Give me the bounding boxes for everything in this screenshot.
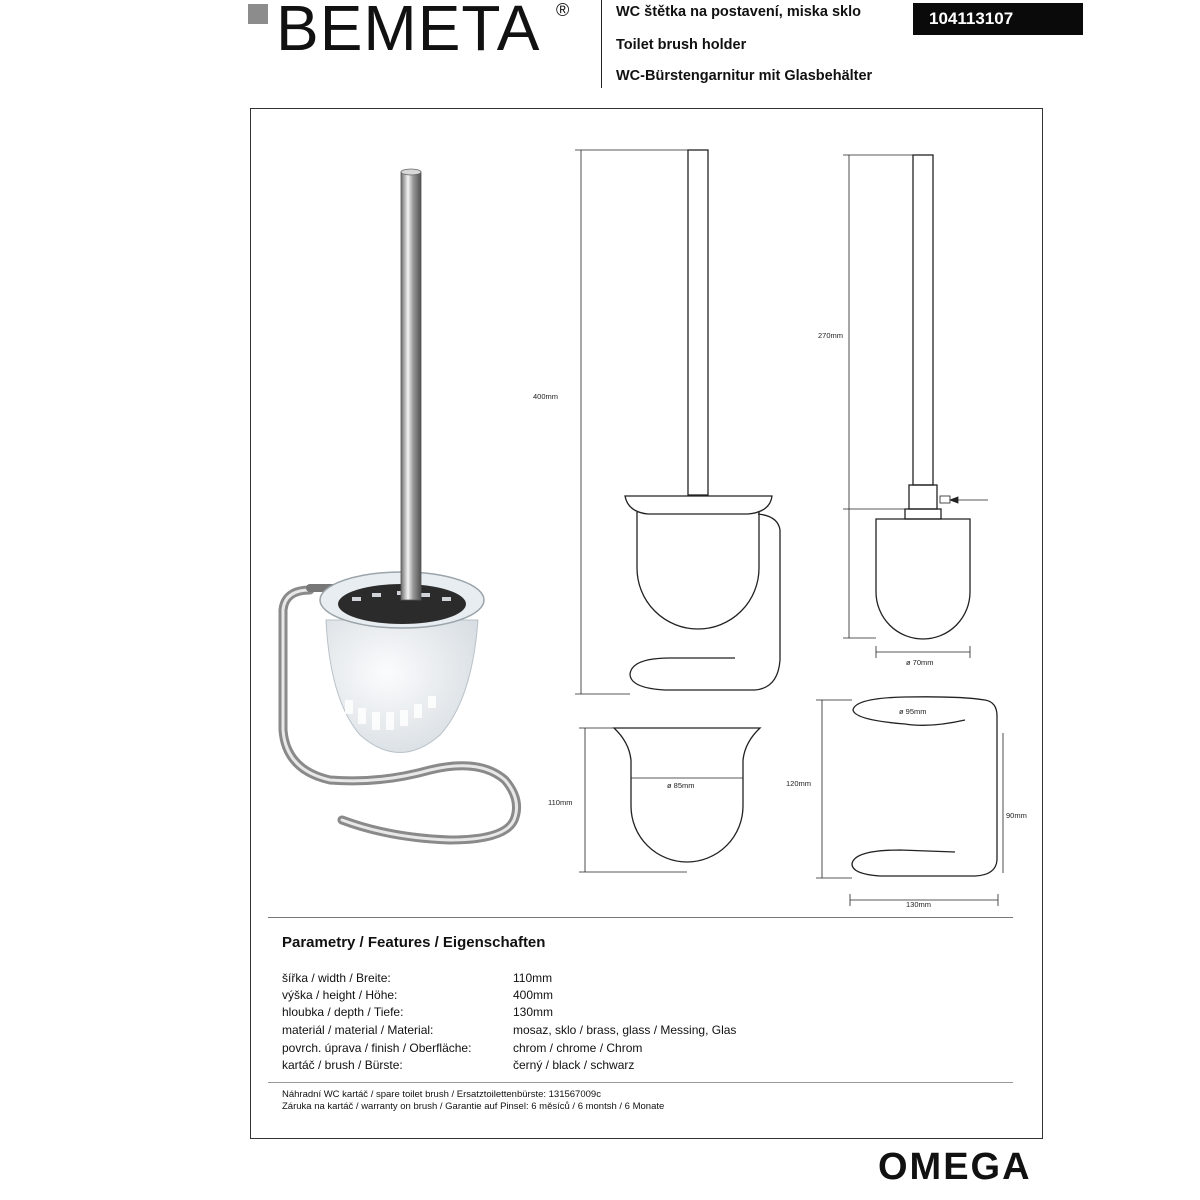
warranty-note: Záruka na kartáč / warranty on brush / Garantie auf Pinsel: 6 měsíců / 6 montsh / 6 Monate xyxy=(282,1101,665,1112)
dim-stand-height: 120mm xyxy=(786,779,812,788)
param-value-depth: 130mm xyxy=(513,1005,554,1019)
param-label-width: šířka / width / Breite: xyxy=(282,971,391,985)
stand-drawing xyxy=(852,697,997,876)
dim-brush-diameter: ø 70mm xyxy=(906,658,934,667)
param-label-finish: povrch. úprava / finish / Oberfläche: xyxy=(282,1041,472,1055)
notes-divider xyxy=(268,1082,1013,1083)
product-photo xyxy=(283,169,517,840)
title-cz: WC štětka na postavení, miska sklo xyxy=(616,4,861,20)
param-label-material: materiál / material / Material: xyxy=(282,1023,434,1037)
param-label-brush: kartáč / brush / Bürste: xyxy=(282,1058,403,1072)
dim-stand-inner: 90mm xyxy=(1006,811,1027,820)
params-title: Parametry / Features / Eigenschaften xyxy=(282,934,546,951)
front-height-dimension xyxy=(575,150,688,694)
brush-dimensions xyxy=(843,155,988,658)
param-value-finish: chrom / chrome / Chrom xyxy=(513,1041,643,1055)
bowl-dimensions xyxy=(579,728,743,872)
param-label-depth: hloubka / depth / Tiefe: xyxy=(282,1005,404,1019)
spare-brush-note: Náhradní WC kartáč / spare toilet brush / Ersatztoilettenbürste: 131567009c xyxy=(282,1089,601,1100)
param-value-brush: černý / black / schwarz xyxy=(513,1058,635,1072)
bowl-drawing xyxy=(614,728,760,862)
param-label-height: výška / height / Höhe: xyxy=(282,988,398,1002)
title-en: Toilet brush holder xyxy=(616,37,747,53)
front-view-drawing xyxy=(625,150,780,690)
brush-drawing xyxy=(876,155,970,639)
product-code: 104113107 xyxy=(913,3,1083,35)
param-value-height: 400mm xyxy=(513,988,554,1002)
brand-logo: BEMETA xyxy=(276,0,541,64)
param-value-width: 110mm xyxy=(513,971,553,985)
registered-mark: ® xyxy=(556,0,570,20)
series-name: OMEGA xyxy=(878,1146,1032,1188)
dim-height-total: 400mm xyxy=(533,392,559,401)
stand-dimensions xyxy=(816,700,1003,906)
title-de: WC-Bürstengarnitur mit Glasbehälter xyxy=(616,68,873,84)
param-value-material: mosaz, sklo / brass, glass / Messing, Glas xyxy=(513,1023,737,1037)
dim-stand-depth: 130mm xyxy=(906,900,932,909)
dim-brush-length: 270mm xyxy=(818,331,844,340)
dim-bowl-height: 110mm xyxy=(548,798,573,807)
marker-icon xyxy=(940,496,950,503)
params-divider xyxy=(268,917,1013,918)
dim-bowl-diameter: ø 85mm xyxy=(667,781,695,790)
dim-ring-diameter: ø 95mm xyxy=(899,707,927,716)
